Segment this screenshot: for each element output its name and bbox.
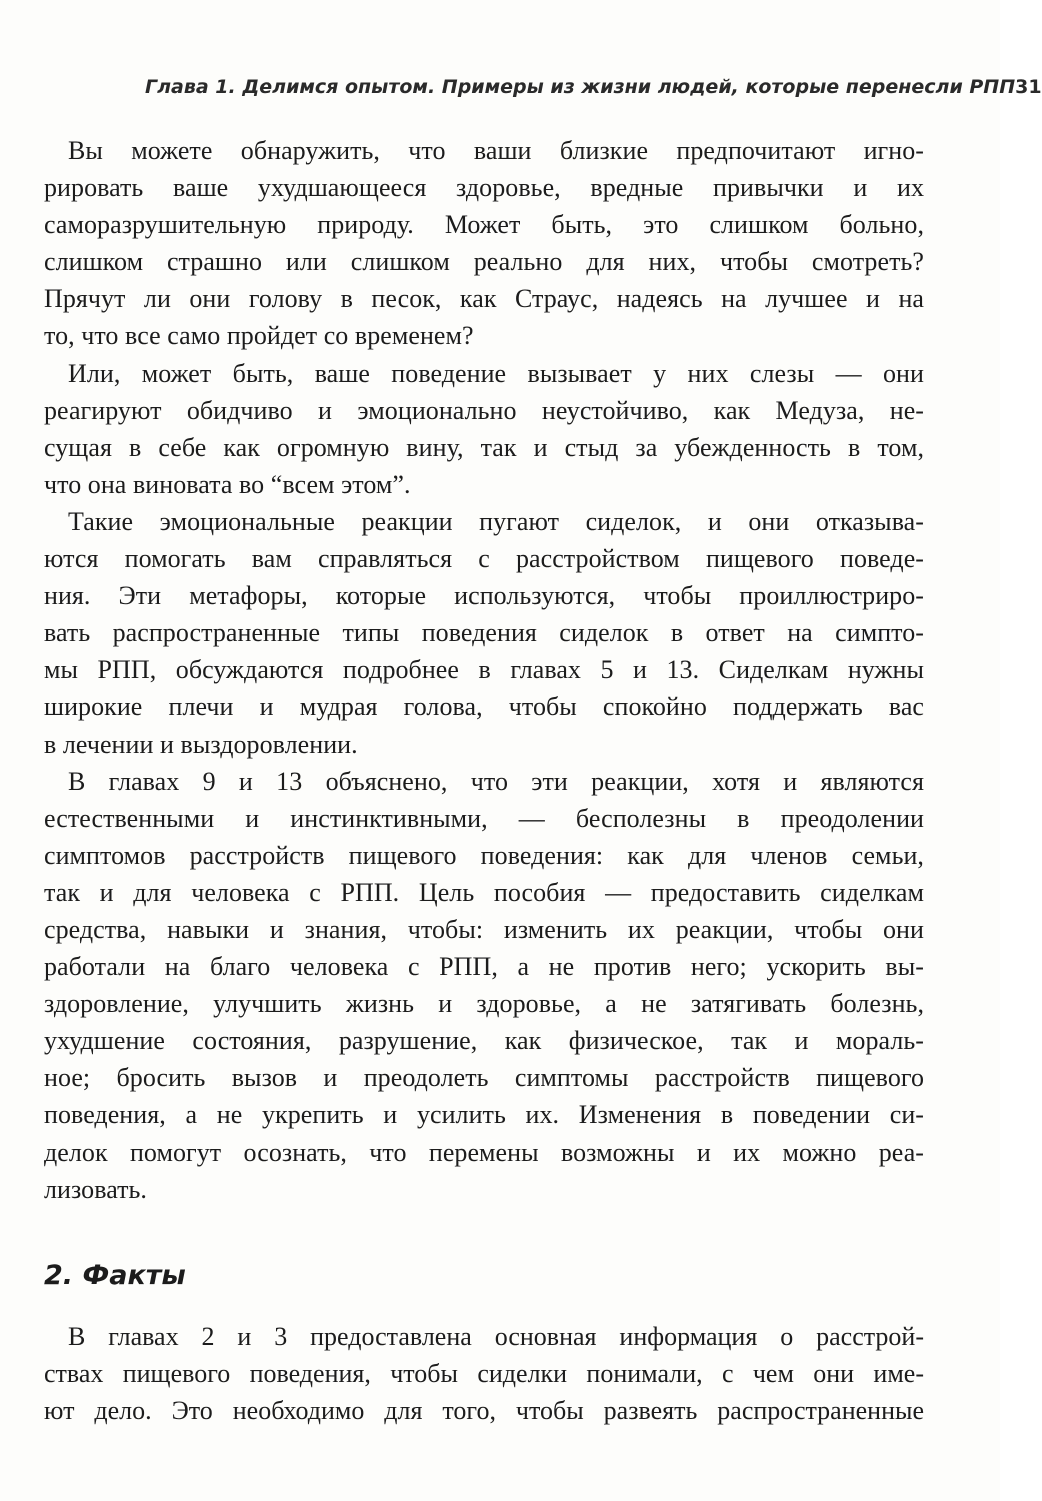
text-line: что она виновата во “всем этом”. (44, 469, 411, 499)
text-line: В главах 9 и 13 объяснено, что эти реакции, хотя и являются (68, 766, 924, 796)
text-line: ют дело. Это необходимо для того, чтобы развеять распространенные (44, 1396, 924, 1426)
text-line: ния. Эти метафоры, которые используются, чтобы проиллюстриро- (44, 581, 924, 611)
section-heading: 2. Факты (44, 1260, 186, 1291)
text-line: в лечении и выздоровлении. (44, 729, 358, 759)
text-line: слишком страшно или слишком реально для них, чтобы смотреть? (44, 247, 924, 277)
text-line: то, что все само пройдет со временем? (44, 321, 474, 351)
text-line: Прячут ли они голову в песок, как Страус, надеясь на лучшее и на (44, 284, 924, 314)
running-header (145, 72, 1042, 102)
text-line: симптомов расстройств пищевого поведения: как для членов семьи, (44, 840, 924, 870)
text-line: средства, навыки и знания, чтобы: изменить их реакции, чтобы они (44, 914, 924, 944)
text-line: Вы можете обнаружить, что ваши близкие предпочитают игно- (68, 136, 924, 165)
text-line: вать распространенные типы поведения сиделок в ответ на симпто- (44, 618, 924, 648)
text-line: ствах пищевого поведения, чтобы сиделки понимали, с чем они име- (44, 1359, 924, 1389)
text-line: ются помогать вам справляться с расстройством пищевого поведе- (44, 544, 924, 574)
text-line: реагируют обидчиво и эмоционально неустойчиво, как Медуза, не- (44, 395, 924, 425)
text-line: ное; бросить вызов и преодолеть симптомы расстройств пищевого (44, 1063, 924, 1093)
text-line: Или, может быть, ваше поведение вызывает у них слезы — они (68, 358, 924, 388)
text-line: поведения, а не укрепить и усилить их. Изменения в поведении си- (44, 1100, 924, 1130)
text-line: саморазрушительную природу. Может быть, это слишком больно, (44, 210, 924, 240)
text-line: здоровление, улучшить жизнь и здоровье, а не затягивать болезнь, (44, 989, 924, 1019)
body-text (44, 132, 924, 1208)
text-line: делок помогут осознать, что перемены возможны и их можно реа- (44, 1137, 924, 1167)
section-body-text (44, 1318, 924, 1429)
text-line: В главах 2 и 3 предоставлена основная информация о расстрой- (68, 1322, 924, 1351)
text-line: ухудшение состояния, разрушение, как физическое, так и мораль- (44, 1026, 924, 1056)
text-line: Такие эмоциональные реакции пугают сиделок, и они отказыва- (68, 506, 924, 536)
text-line: рировать ваше ухудшающееся здоровье, вредные привычки и их (44, 173, 924, 203)
text-line: естественными и инстинктивными, — бесполезны в преодолении (44, 803, 924, 833)
text-line: сущая в себе как огромную вину, так и стыд за убежденность в том, (44, 432, 924, 462)
page-number: 31 (1015, 76, 1042, 98)
text-line: лизовать. (44, 1174, 147, 1204)
running-title: Глава 1. Делимся опытом. Примеры из жизни людей, которые перенесли РПП (145, 76, 1016, 98)
text-line: так и для человека с РПП. Цель пособия — предоставить сиделкам (44, 877, 924, 907)
text-line: широкие плечи и мудрая голова, чтобы спокойно поддержать вас (44, 692, 924, 722)
text-line: мы РПП, обсуждаются подробнее в главах 5 и 13. Сиделкам нужны (44, 655, 924, 685)
text-line: работали на благо человека с РПП, а не против него; ускорить вы- (44, 952, 924, 982)
